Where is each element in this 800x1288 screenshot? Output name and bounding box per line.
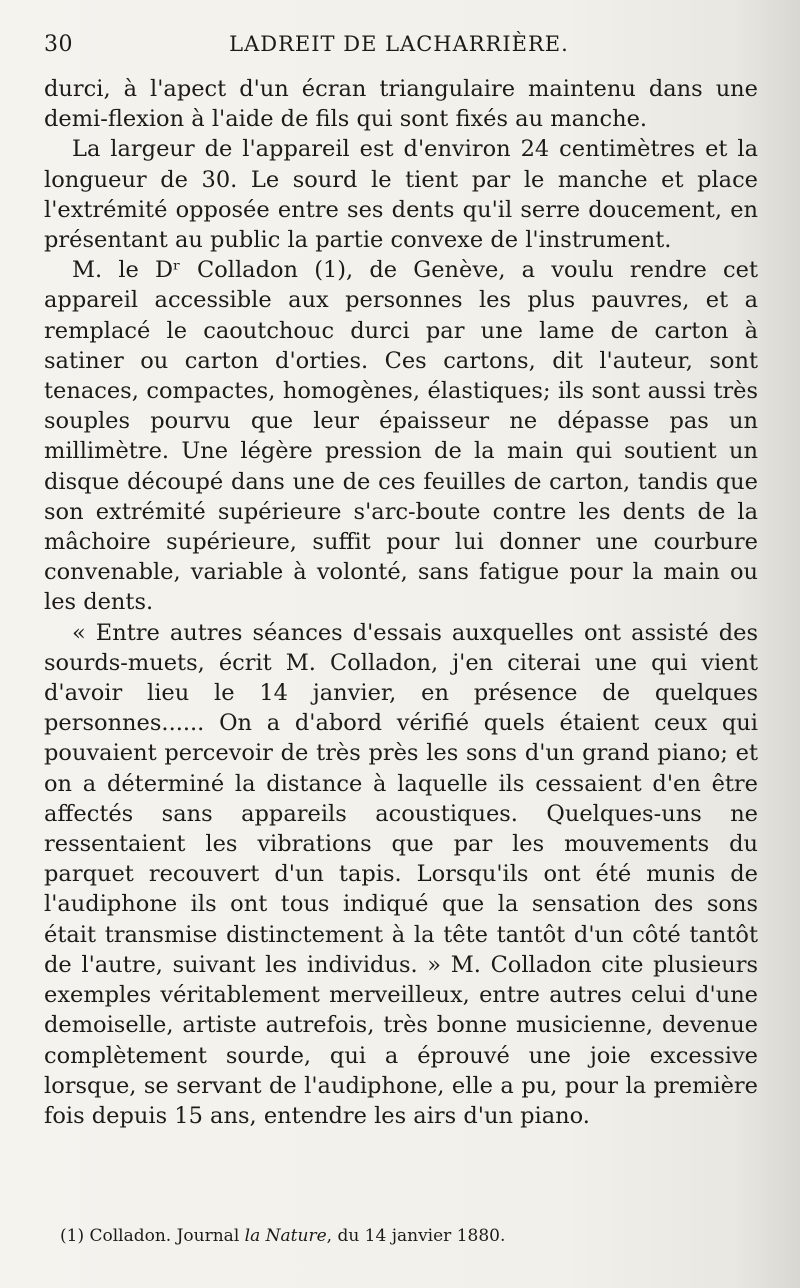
page-header xyxy=(44,30,754,70)
footnote-date: , du 14 janvier 1880. xyxy=(326,1226,506,1246)
paragraph-3: M. le Dʳ Colladon (1), de Genève, a voulu rendre cet appareil accessible aux personnes les plus pauvres, et a remplacé le caoutchouc durci par une lame de carton à satiner ou carton d'orties. Ces cartons, dit l'auteur, sont tenaces, compactes, homogènes, élastiques; ils sont aussi très souples pourvu que leur épaisseur ne dépasse pas un millimètre. Une légère pression de la main qui soutient un disque découpé dans une de ces feuilles de carton, tandis que son extrémité supérieure s'arc-boute contre les dents de la mâchoire supérieure, suffit pour lui donner une courbure convenable, variable à volonté, sans fatigue pour la main ou les dents. xyxy=(44,257,758,616)
page-number: 30 xyxy=(44,32,73,57)
footnote-marker: (1) Colladon. Journal xyxy=(60,1226,245,1246)
footnote-journal-title: la Nature xyxy=(244,1226,327,1246)
running-head: LADREIT DE LACHARRIÈRE. xyxy=(229,32,569,56)
footnote xyxy=(60,1224,760,1248)
paragraph-1: durci, à l'apect d'un écran triangulaire maintenu dans une demi-flexion à l'aide de fils qui sont fixés au manche. xyxy=(44,76,758,133)
paragraph-4: « Entre autres séances d'essais auxquelles ont assisté des sourds-muets, écrit M. Colladon, j'en citerai une qui vient d'avoir lieu le 14 janvier, en présence de quelques personnes...... On a d'abord vérifié quels étaient ceux qui pouvaient percevoir de très près les sons d'un grand piano; et on a déterminé la distance à laquelle ils cessaient d'en être affectés sans appareils acoustiques. Quelques-uns ne ressentaient les vibrations que par les mouvements du parquet recouvert d'un tapis. Lorsqu'ils ont été munis de l'audiphone ils ont tous indiqué que la sensation des sons était transmise distinctement à la tête tantôt d'un côté tantôt de l'autre, suivant les individus. » M. Colladon cite plusieurs exemples véritablement merveilleux, entre autres celui d'une demoiselle, artiste autrefois, très bonne musicienne, devenue complètement sourde, qui a éprouvé une joie excessive lorsque, se servant de l'audiphone, elle a pu, pour la première fois depuis 15 ans, entendre les airs d'un piano. xyxy=(44,619,758,1129)
paragraph-2: La largeur de l'appareil est d'environ 24 centimètres et la longueur de 30. Le sourd le tient par le manche et place l'extrémité opposée entre ses dents qu'il serre doucement, en présentant au public la partie convexe de l'instrument. xyxy=(44,136,758,254)
body-text xyxy=(44,74,758,1131)
